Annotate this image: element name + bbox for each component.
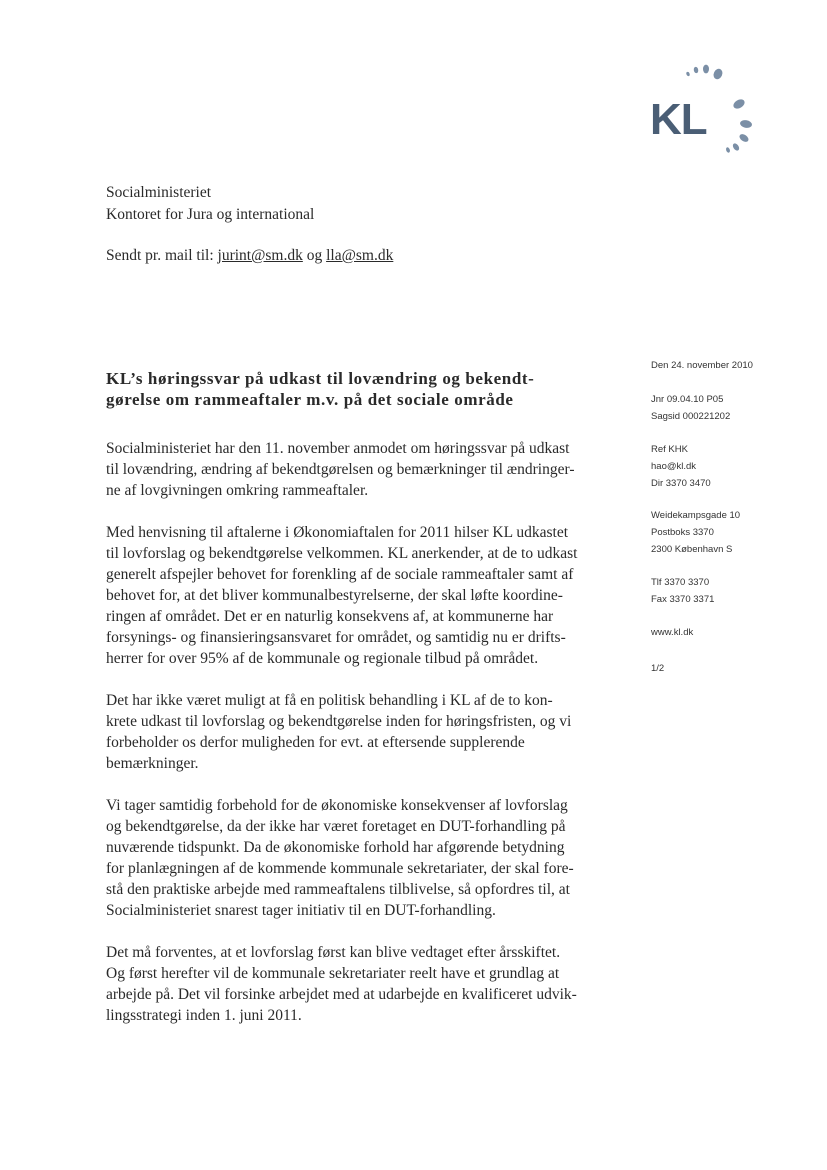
- case-id: Sagsid 000221202: [651, 411, 731, 422]
- logo-text: KL: [650, 95, 707, 144]
- paragraph-2: [106, 522, 626, 669]
- paragraph-3: [106, 690, 626, 774]
- title-line-1: KL’s høringssvar på udkast til lovændring og bekendt-: [106, 369, 535, 388]
- body-line: ne af lovgivningen omkring rammeaftaler.: [106, 482, 369, 499]
- letter-date: Den 24. november 2010: [651, 360, 753, 371]
- title-line-2: gørelse om rammeaftaler m.v. på det sociale område: [106, 390, 514, 409]
- main-phone: Tlf 3370 3370: [651, 577, 710, 588]
- body-line: bemærkninger.: [106, 755, 199, 772]
- body-line: Socialministeriet har den 11. november anmodet om høringssvar på udkast: [106, 440, 570, 457]
- paragraph-1: [106, 438, 626, 501]
- body-line: Vi tager samtidig forbehold for de økonomiske konsekvenser af lovforslag: [106, 797, 568, 814]
- body-line: ringen af området. Det er en naturlig konsekvens af, at kommunerne har: [106, 608, 554, 625]
- paragraph-4: [106, 795, 626, 921]
- sidebar-phone-block: [651, 574, 821, 608]
- body-line: Og først herefter vil de kommunale sekretariater reelt have et grundlag at: [106, 965, 560, 982]
- sidebar-reference-block: [651, 391, 821, 425]
- body-line: for planlægningen af de kommende kommunale sekretariater, der skal fore-: [106, 860, 574, 877]
- recipient-line-1: Socialministeriet: [106, 184, 212, 201]
- fax-number: Fax 3370 3371: [651, 594, 715, 605]
- body-line: krete udkast til lovforslag og bekendtgørelse inden for høringsfristen, og vi: [106, 713, 572, 730]
- body-line: behovet for, at det bliver kommunalbestyrelserne, der skal løfte koordine-: [106, 587, 563, 604]
- recipient-line-2: Kontoret for Jura og international: [106, 206, 315, 223]
- contact-email[interactable]: hao@kl.dk: [651, 461, 697, 472]
- sidebar-contact-block: [651, 441, 821, 492]
- page-number: 1/2: [651, 663, 665, 674]
- letter-title: [106, 368, 606, 410]
- email-link-jurint[interactable]: jurint@sm.dk: [217, 247, 303, 264]
- body-line: forsynings- og finansieringsansvaret for området, og samtidig nu er drifts-: [106, 629, 566, 646]
- website-link[interactable]: www.kl.dk: [651, 627, 694, 638]
- body-line: nuværende tidspunkt. Da de økonomiske forhold har afgørende betydning: [106, 839, 565, 856]
- body-line: til lovændring, ændring af bekendtgørelsen og bemærkninger til ændringer-: [106, 461, 575, 478]
- letter-body: [106, 438, 626, 1047]
- sidebar-date-block: [651, 357, 821, 374]
- sidebar-web-block: [651, 624, 821, 641]
- street-address: Weidekampsgade 10: [651, 510, 741, 521]
- postal-city: 2300 København S: [651, 544, 733, 555]
- body-line: Med henvisning til aftalerne i Økonomiaftalen for 2011 hilser KL udkastet: [106, 524, 569, 541]
- paragraph-5: [106, 942, 626, 1026]
- sidebar-address-block: [651, 507, 821, 558]
- reference-initials: Ref KHK: [651, 444, 688, 455]
- body-line: Socialministeriet snarest tager initiativ til en DUT-forhandling.: [106, 902, 496, 919]
- sent-by-mail-line: [106, 245, 393, 267]
- body-line: forbeholder os derfor muligheden for evt. at eftersende supplerende: [106, 734, 525, 751]
- body-line: til lovforslag og bekendtgørelse velkommen. KL anerkender, at de to udkast: [106, 545, 578, 562]
- body-line: og bekendtgørelse, da der ikke har været foretaget en DUT-forhandling på: [106, 818, 566, 835]
- body-line: stå den praktiske arbejde med rammeaftalens tilblivelse, så opfordres til, at: [106, 881, 570, 898]
- email-link-lla[interactable]: lla@sm.dk: [326, 247, 394, 264]
- postbox: Postboks 3370: [651, 527, 714, 538]
- sent-joiner: og: [302, 247, 327, 264]
- body-line: generelt afspejler behovet for forenkling af de sociale rammeaftaler samt af: [106, 566, 574, 583]
- body-line: lingsstrategi inden 1. juni 2011.: [106, 1007, 302, 1024]
- sidebar-page-block: [651, 660, 821, 677]
- body-line: arbejde på. Det vil forsinke arbejdet med at udarbejde en kvalificeret udvik-: [106, 986, 577, 1003]
- body-line: Det må forventes, at et lovforslag først kan blive vedtaget efter årsskiftet.: [106, 944, 561, 961]
- journal-number: Jnr 09.04.10 P05: [651, 394, 724, 405]
- body-line: Det har ikke været muligt at få en politisk behandling i KL af de to kon-: [106, 692, 553, 709]
- body-line: herrer for over 95% af de kommunale og regionale tilbud på området.: [106, 650, 539, 667]
- kl-logo: [648, 58, 756, 158]
- direct-phone: Dir 3370 3470: [651, 478, 711, 489]
- recipient-address: [106, 182, 314, 226]
- sent-prefix: Sendt pr. mail til:: [106, 247, 218, 264]
